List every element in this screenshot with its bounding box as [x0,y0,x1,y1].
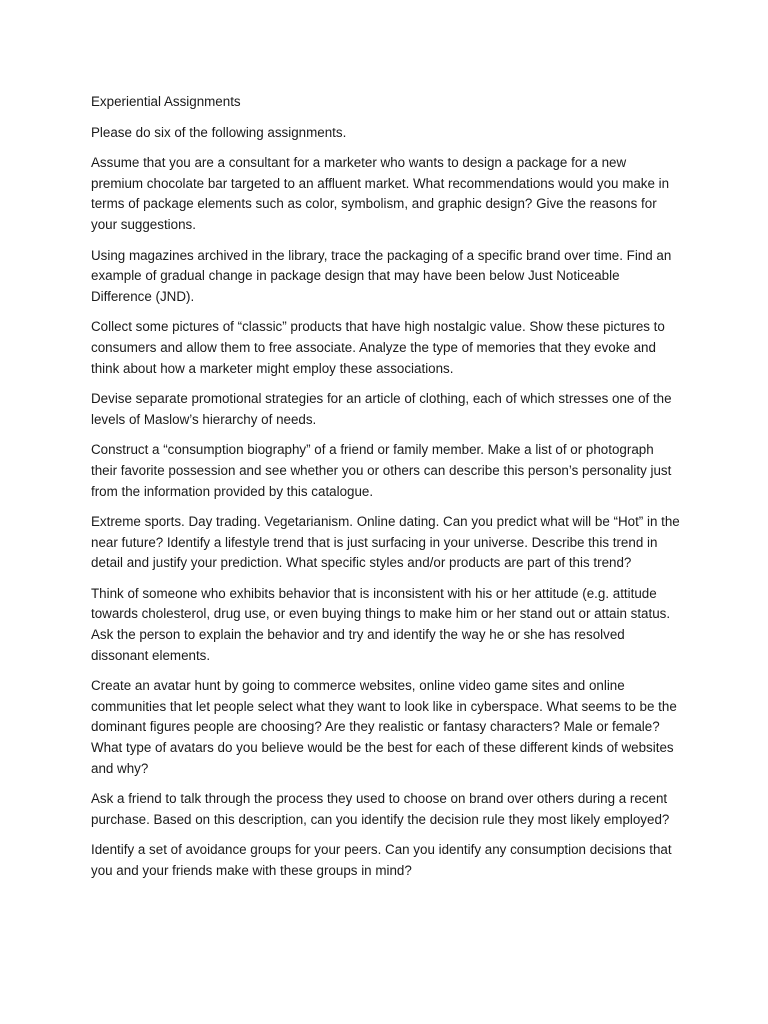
assignment-paragraph: Identify a set of avoidance groups for your peers. Can you identify any consumption decisions that you and your friends make with these groups in mind? [91,842,672,878]
document-body [91,92,681,892]
assignment-paragraph: Ask a friend to talk through the process they used to choose on brand over others during a recent purchase. Based on this description, can you identify the decision rule they most likely employed? [91,791,670,827]
assignment-paragraph: Think of someone who exhibits behavior that is inconsistent with his or her attitude (e.g. attitude towards cholesterol, drug use, or even buying things to make him or her stand out or attain status. Ask the person to explain the behavior and try and identify the way he or she has resolved dissonant elements. [91,585,671,663]
assignment-paragraph: Collect some pictures of “classic” products that have high nostalgic value. Show these pictures to consumers and allow them to free associate. Analyze the type of memories that they evoke and think about how a marketer might employ these associations. [91,319,665,376]
assignment-paragraph: Using magazines archived in the library, trace the packaging of a specific brand over time. Find an example of gradual change in package design that may have been below Just Noticeable Difference (JND). [91,247,672,304]
assignment-paragraph: Construct a “consumption biography” of a friend or family member. Make a list of or photograph their favorite possession and see whether you or others can describe this person’s personality just from the information provided by this catalogue. [91,442,672,499]
assignment-paragraph: Assume that you are a consultant for a marketer who wants to design a package for a new premium chocolate bar targeted to an affluent market. What recommendations would you make in terms of package elements such as color, symbolism, and graphic design? Give the reasons for your suggestions. [91,155,670,232]
assignment-paragraph: Devise separate promotional strategies for an article of clothing, each of which stresses one of the levels of Maslow’s hierarchy of needs. [91,391,672,427]
document-instruction: Please do six of the following assignments. [91,124,347,140]
assignment-paragraph: Create an avatar hunt by going to commerce websites, online video game sites and online communities that let people select what they want to look like in cyberspace. What seems to be the dominant figures people are choosing? Are they realistic or fantasy characters? Male or female? What type of avatars do you believe would be the best for each of these different kinds of websites and why? [91,678,677,776]
assignment-paragraph: Extreme sports. Day trading. Vegetarianism. Online dating. Can you predict what will be “Hot” in the near future? Identify a lifestyle trend that is just surfacing in your universe. Describe this trend in detail and justify your prediction. What specific styles and/or products are part of this trend? [91,514,680,571]
document-title: Experiential Assignments [91,94,241,109]
